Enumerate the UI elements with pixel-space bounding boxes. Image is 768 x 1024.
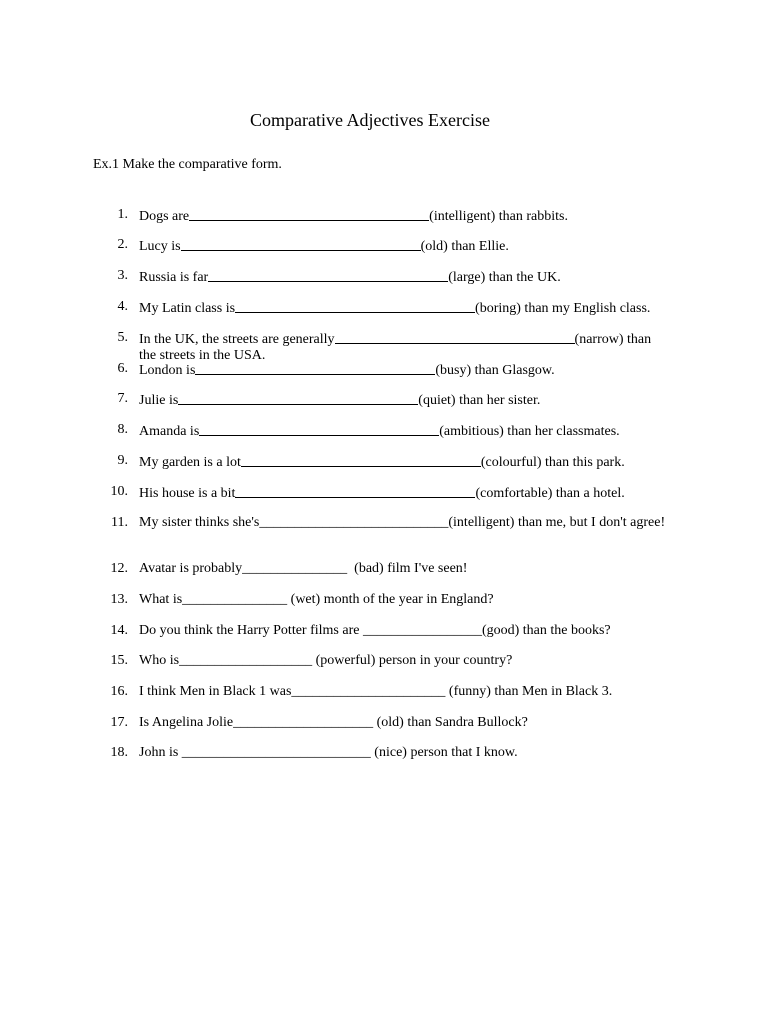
sentence-end: (narrow) than the streets in the USA. <box>139 332 652 363</box>
list-item <box>117 422 669 440</box>
sentence-end: (intelligent) than rabbits. <box>429 209 568 224</box>
sentence-start: What is <box>139 592 183 607</box>
list-item <box>117 391 669 409</box>
list-item <box>117 330 669 364</box>
list-item <box>110 715 669 731</box>
answer-blank[interactable] <box>241 453 481 467</box>
exercise-instruction: Ex.1 Make the comparative form. <box>93 157 282 172</box>
item-number: 4. <box>117 299 128 314</box>
list-item <box>110 592 669 608</box>
answer-blank[interactable]: ______________________ <box>291 684 446 699</box>
item-number: 15. <box>110 653 128 668</box>
list-item <box>110 561 669 577</box>
sentence-start: London is <box>139 363 196 378</box>
answer-blank[interactable]: _______________ <box>182 592 288 607</box>
sentence-start: My sister thinks she's <box>139 515 260 530</box>
item-number: 16. <box>110 684 128 699</box>
sentence-start: Lucy is <box>139 239 181 254</box>
sentence-end: (busy) than Glasgow. <box>435 363 555 378</box>
answer-blank[interactable]: ____________________ <box>233 715 374 730</box>
list-item <box>117 268 669 286</box>
item-number: 13. <box>110 592 128 607</box>
item-number: 1. <box>117 207 128 222</box>
item-number: 6. <box>117 361 128 376</box>
item-number: 12. <box>110 561 128 576</box>
list-item <box>117 207 669 225</box>
answer-blank[interactable] <box>189 207 429 221</box>
list-item <box>110 623 669 639</box>
sentence-end: (good) than the books? <box>481 623 611 638</box>
sentence-start: His house is a bit <box>139 486 236 501</box>
list-item <box>110 653 669 669</box>
item-number: 9. <box>117 453 128 468</box>
list-item <box>110 745 669 761</box>
sentence-start: My garden is a lot <box>139 455 241 470</box>
sentence-end: (old) than Ellie. <box>420 239 509 254</box>
item-number: 17. <box>110 715 128 730</box>
sentence-end: (nice) person that I know. <box>370 745 518 760</box>
answer-blank[interactable]: _______________ <box>242 561 348 576</box>
sentence-start: My Latin class is <box>139 301 236 316</box>
sentence-end: (comfortable) than a hotel. <box>475 486 625 501</box>
item-number: 3. <box>117 268 128 283</box>
list-item <box>110 684 669 700</box>
item-number: 10. <box>110 484 128 499</box>
sentence-end: (intelligent) than me, but I don't agree! <box>448 515 666 530</box>
sentence-start: Amanda is <box>139 424 200 439</box>
sentence-end: (ambitious) than her classmates. <box>439 424 620 439</box>
sentence-end: (quiet) than her sister. <box>418 393 541 408</box>
answer-blank[interactable] <box>335 330 575 344</box>
answer-blank[interactable] <box>178 391 418 405</box>
sentence-start: Do you think the Harry Potter films are <box>139 623 363 638</box>
item-number: 11. <box>111 515 128 530</box>
sentence-start: I think Men in Black 1 was <box>139 684 292 699</box>
sentence-start: Is Angelina Jolie <box>139 715 234 730</box>
sentence-end: (wet) month of the year in England? <box>287 592 494 607</box>
item-number: 2. <box>117 237 128 252</box>
sentence-end: (bad) film I've seen! <box>347 561 468 576</box>
list-item <box>117 453 669 471</box>
sentence-start: In the UK, the streets are generally <box>139 332 335 347</box>
answer-blank[interactable] <box>199 422 439 436</box>
sentence-end: (boring) than my English class. <box>475 301 651 316</box>
answer-blank[interactable] <box>195 361 435 375</box>
sentence-end: (funny) than Men in Black 3. <box>445 684 613 699</box>
answer-blank[interactable] <box>181 237 421 251</box>
list-item <box>110 484 669 502</box>
answer-blank[interactable]: ___________________ <box>179 653 313 668</box>
answer-blank[interactable] <box>235 484 475 498</box>
sentence-start: Who is <box>139 653 180 668</box>
answer-blank[interactable] <box>235 299 475 313</box>
item-number: 7. <box>117 391 128 406</box>
answer-blank[interactable] <box>208 268 448 282</box>
answer-blank[interactable]: ___________________________ <box>181 745 371 760</box>
list-item <box>111 515 669 531</box>
sentence-start: Julie is <box>139 393 179 408</box>
answer-blank[interactable]: ___________________________ <box>259 515 449 530</box>
item-number: 5. <box>117 330 128 345</box>
item-number: 8. <box>117 422 128 437</box>
answer-blank[interactable]: _________________ <box>362 623 482 638</box>
sentence-end: (powerful) person in your country? <box>312 653 513 668</box>
list-item <box>117 237 669 255</box>
sentence-end: (large) than the UK. <box>448 270 561 285</box>
item-number: 18. <box>110 745 128 760</box>
sentence-start: John is <box>139 745 182 760</box>
sentence-end: (old) than Sandra Bullock? <box>373 715 528 730</box>
sentence-start: Avatar is probably <box>139 561 243 576</box>
list-item <box>117 361 669 379</box>
page-title: Comparative Adjectives Exercise <box>250 110 490 130</box>
item-number: 14. <box>110 623 128 638</box>
sentence-start: Dogs are <box>139 209 190 224</box>
list-item <box>117 299 669 317</box>
sentence-end: (colourful) than this park. <box>480 455 625 470</box>
sentence-start: Russia is far <box>139 270 209 285</box>
